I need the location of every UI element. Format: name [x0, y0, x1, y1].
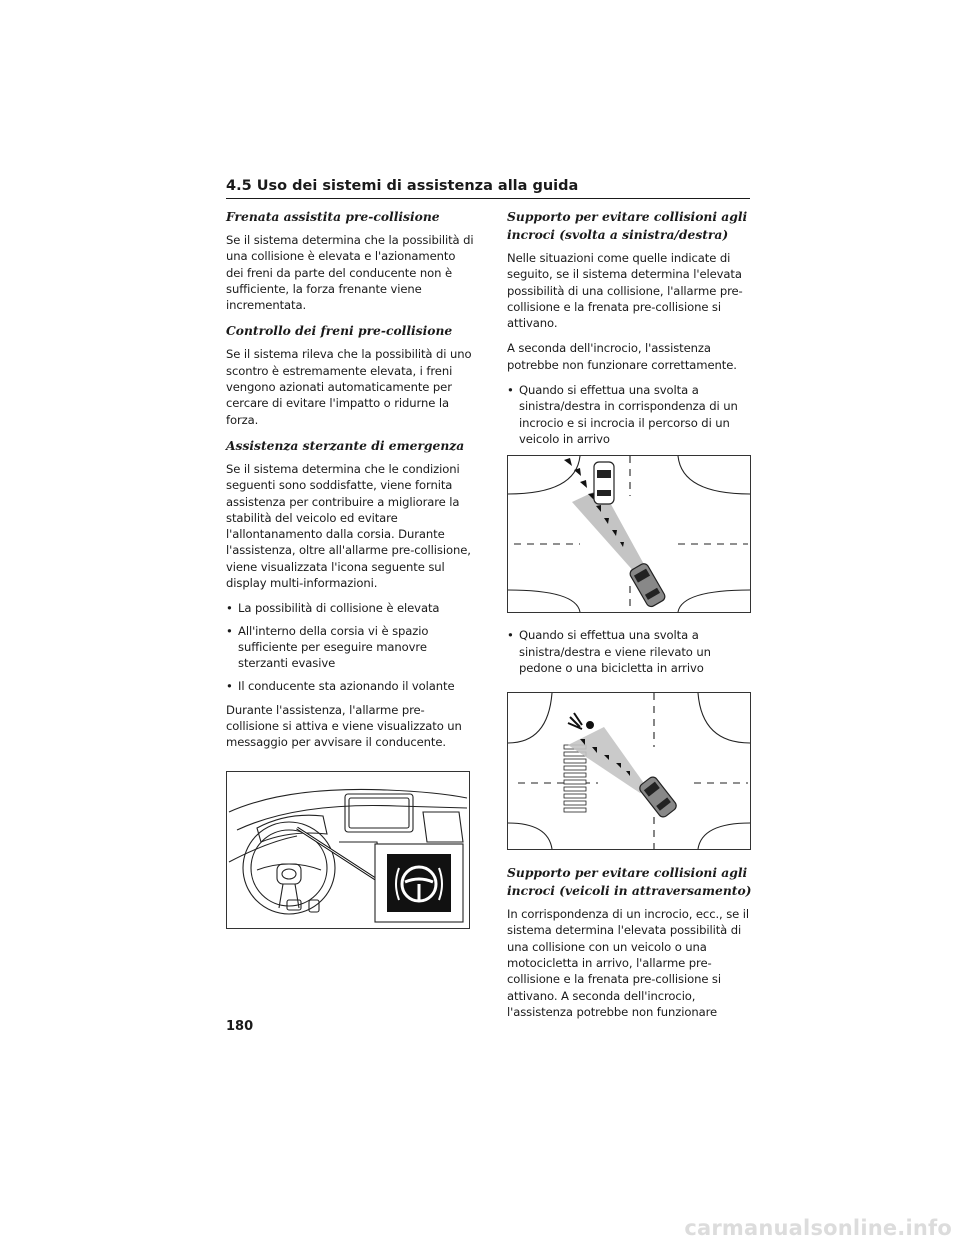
pedestrian-bicycle-drawing: [508, 693, 750, 849]
section-title-intersection-turn: Supporto per evitare collisioni agli incroci (svolta a sinistra/destra): [507, 209, 748, 242]
left-column: [226, 208, 476, 943]
section-text-crossing-vehicles: In corrispondenza di un incrocio, ecc., se il sistema determina l'elevata possibilità di una collisione con un veicolo o una motocicletta in arrivo, l'allarme pre-collisione e la frenata pre-collisione si attivano. A seconda dell'incrocio, l'assistenza potrebbe non funzionare: [507, 907, 750, 1019]
turn-situation-list-1: [507, 382, 755, 447]
turn-situation-list-2: [507, 627, 755, 676]
section-text-emergency-steering-assist: Se il sistema determina che le condizioni seguenti sono soddisfatte, viene fornita assistenza per contribuire a migliorare la stabilità del veicolo ed evitare l'allontanamento dalla corsia. Durante l'assistenza, oltre all'allarme pre-collisione, viene visualizzata l'icona seguente sul display multi-informazioni.: [226, 461, 471, 591]
bicycle-icon: [568, 713, 593, 729]
section-text-intersection-note: A seconda dell'incrocio, l'assistenza potrebbe non funzionare correttamente.: [507, 341, 737, 372]
section-title-precollision-brake-assist: Frenata assistita pre-collisione: [226, 209, 440, 224]
dashboard-drawing: [227, 772, 469, 928]
page-header: 4.5 Uso dei sistemi di assistenza alla guida: [226, 178, 750, 199]
list-item: • Quando si effettua una svolta a sinistra/destra in corrispondenza di un incrocio e si incrocia il percorso di un veicolo in arrivo: [507, 383, 738, 446]
oncoming-vehicle-drawing: [508, 456, 750, 612]
list-item: • All'interno della corsia vi è spazio sufficiente per eseguire manovre sterzanti evasive: [226, 623, 429, 671]
section-text-precollision-brake-control: Se il sistema rileva che la possibilità di uno scontro è estremamente elevata, i freni vengono azionati automaticamente per cercare di evitare l'impatto o ridurne la forza.: [226, 347, 472, 427]
section-title-emergency-steering-assist: Assistenza sterzante di emergenza: [226, 437, 465, 453]
section-text-precollision-brake-assist: Se il sistema determina che la possibilità di una collisione è elevata e l'azionamento dei freni da parte del conducente non è sufficiente, la forza frenante viene incrementata.: [226, 233, 474, 313]
oncoming-vehicle-diagram: [507, 455, 751, 613]
watermark: carmanualsonline.info: [684, 1216, 952, 1240]
page-number: 180: [226, 1019, 254, 1034]
list-item: • Il conducente sta azionando il volante: [226, 678, 455, 693]
car-icon: [638, 775, 678, 819]
right-column: [507, 208, 755, 1029]
section-title-crossing-vehicles: Supporto per evitare collisioni agli incroci (veicoli in attraversamento): [507, 865, 752, 899]
list-item: • Quando si effettua una svolta a sinistra/destra e viene rilevato un pedone o una bicicletta in arrivo: [507, 628, 711, 675]
dashboard-illustration: [226, 771, 470, 929]
section-text-assist-alarm: Durante l'assistenza, l'allarme pre-collisione si attiva e viene visualizzato un messaggio per avvisare il conducente.: [226, 702, 462, 750]
condition-list: [226, 600, 476, 693]
steering-assist-icon: [387, 854, 451, 912]
section-text-intersection-turn: Nelle situazioni come quelle indicate di seguito, se il sistema determina l'elevata possibilità di una collisione, l'allarme pre-collisione e la frenata pre-collisione si attivano.: [507, 251, 743, 331]
section-title-precollision-brake-control: Controllo dei freni pre-collisione: [226, 323, 453, 339]
car-icon: [628, 562, 666, 608]
list-item: • La possibilità di collisione è elevata: [226, 601, 440, 616]
car-icon: [594, 462, 614, 504]
pedestrian-bicycle-diagram: [507, 692, 751, 850]
